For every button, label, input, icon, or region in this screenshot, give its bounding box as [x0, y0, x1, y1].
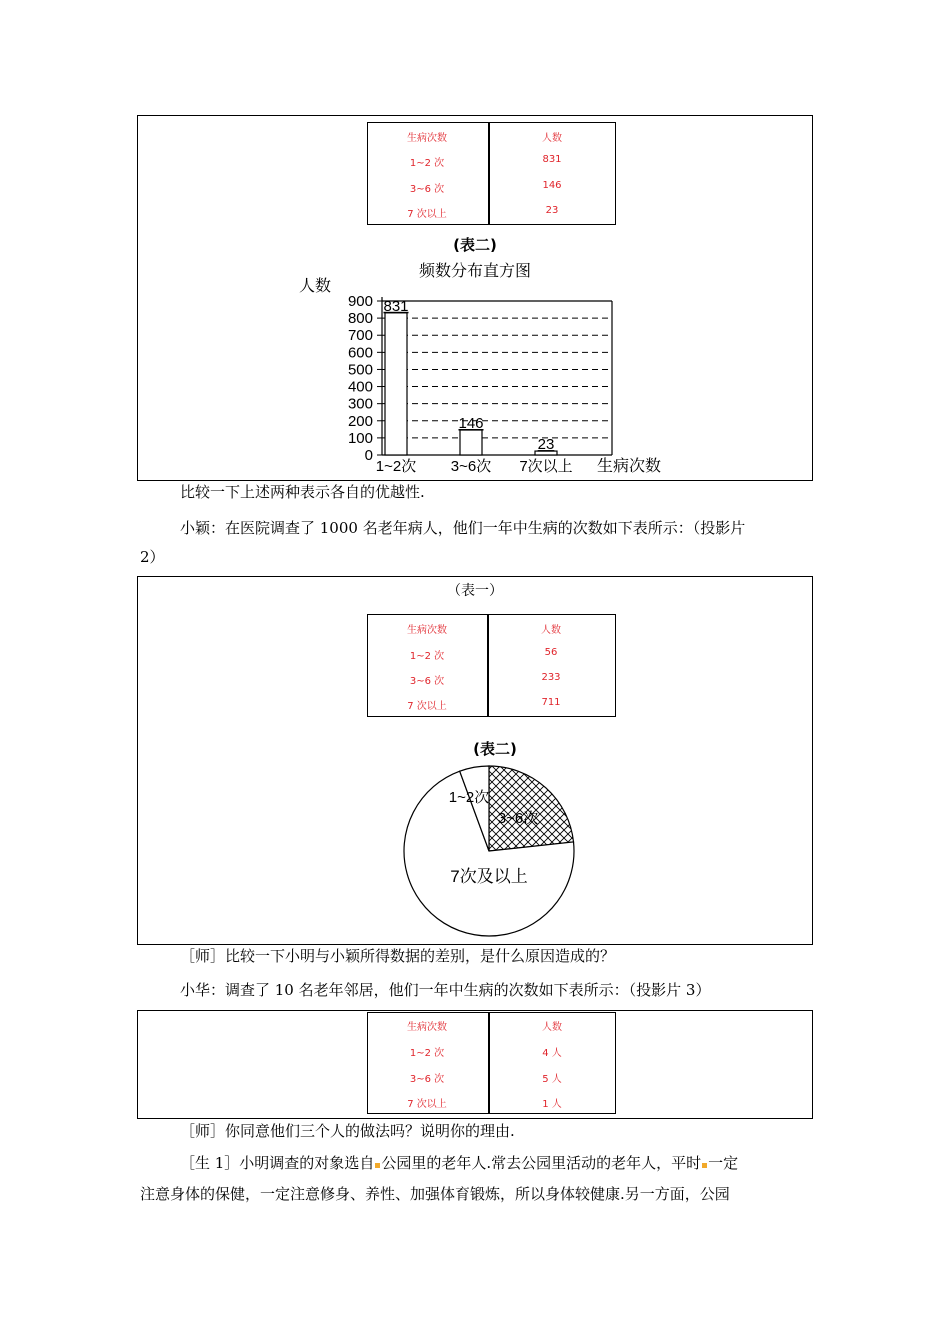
- slide2-header-people: 人数: [541, 625, 561, 636]
- y-tick-label: 700: [347, 327, 373, 345]
- slide2-row1-label: 1~2 次: [409, 651, 445, 662]
- y-tick-label: 100: [347, 429, 373, 447]
- slide2-row2-value: 233: [541, 672, 561, 683]
- pie-label: 1~2次: [448, 789, 490, 806]
- para-xiaoying: 小颖：在医院调查了 1000 名老年病人，他们一年中生病的次数如下表所示：（投影片: [180, 519, 746, 537]
- slide2-row1-value: 56: [544, 647, 558, 658]
- slide2-row2-label: 3~6 次: [409, 676, 445, 687]
- slide2-header-count: 生病次数: [407, 625, 447, 636]
- para-student-1-c: 一定: [708, 1154, 739, 1172]
- y-tick-label: 300: [347, 395, 373, 413]
- data-label: 146: [458, 415, 484, 433]
- slide1-row2-label: 3~6 次: [409, 184, 445, 195]
- para-xiaohua: 小华：调查了 10 名老年邻居，他们一年中生病的次数如下表所示：（投影片 3）: [180, 981, 711, 999]
- slide1-caption: (表二): [453, 236, 497, 254]
- bar: [385, 313, 407, 455]
- slide1-header-count: 生病次数: [407, 133, 447, 144]
- pie-chart: [400, 762, 580, 942]
- pie-label: 7次及以上: [450, 867, 528, 886]
- para-student-1-a: ［生 1］小明调查的对象选自: [180, 1154, 375, 1172]
- slide2-row3-label: 7 次以上: [407, 701, 447, 712]
- slide3-row1-value: 4 人: [542, 1048, 562, 1059]
- slide2-caption-top: （表一）: [447, 583, 503, 599]
- pie-label: 3~6次: [497, 810, 539, 827]
- y-tick-label: 600: [347, 344, 373, 362]
- slide3-row2-value: 5 人: [542, 1074, 562, 1085]
- slide3-row3-value: 1 人: [542, 1099, 562, 1110]
- y-tick-label: 900: [347, 293, 373, 310]
- y-tick-label: 500: [347, 361, 373, 379]
- slide1-header-people: 人数: [542, 133, 562, 144]
- histogram-title: 频数分布直方图: [418, 263, 532, 280]
- y-tick-label: 400: [347, 378, 373, 396]
- para-compare: 比较一下上述两种表示各自的优越性.: [180, 483, 425, 501]
- highlight-mark: [375, 1163, 380, 1168]
- y-tick-label: 200: [347, 412, 373, 430]
- para-student-1-b: 公园里的老年人.常去公园里活动的老年人，平时: [381, 1154, 702, 1172]
- slide1-row1-label: 1~2 次: [409, 158, 445, 169]
- histogram-ylabel: 人数: [298, 278, 332, 295]
- slide2-caption-pie: (表二): [473, 740, 517, 758]
- data-label: 23: [537, 436, 555, 454]
- para-student-1-line2: 注意身体的保健，一定注意修身、养性、加强体育锻炼，所以身体较健康.另一方面，公园: [140, 1185, 730, 1203]
- slide3-row3-label: 7 次以上: [407, 1099, 447, 1110]
- para-teacher-2: ［师］你同意他们三个人的做法吗？说明你的理由.: [180, 1122, 515, 1140]
- para-student-1: [180, 1149, 738, 1177]
- pie-slice: [489, 766, 574, 851]
- data-label: 831: [383, 297, 409, 315]
- slide3-row1-label: 1~2 次: [409, 1048, 445, 1059]
- slide1-row1-value: 831: [542, 154, 562, 165]
- x-tick-label: 1~2次: [375, 458, 417, 475]
- para-teacher-1: ［师］比较一下小明与小颖所得数据的差别，是什么原因造成的？: [180, 947, 616, 965]
- slide3-header-count: 生病次数: [407, 1022, 447, 1033]
- slide3-header-people: 人数: [542, 1022, 562, 1033]
- histogram-xlabel: 生病次数: [596, 458, 662, 475]
- slide3-row2-label: 3~6 次: [409, 1074, 445, 1085]
- highlight-mark: [702, 1163, 707, 1168]
- y-tick-label: 0: [364, 447, 373, 464]
- x-tick-label: 7次以上: [519, 458, 573, 475]
- histogram-chart: [137, 250, 813, 480]
- para-xiaoying-cont: 2）: [140, 548, 165, 566]
- slide1-row3-label: 7 次以上: [407, 209, 447, 220]
- y-tick-label: 800: [347, 310, 373, 328]
- x-tick-label: 3~6次: [450, 458, 492, 475]
- slide2-row3-value: 711: [541, 697, 561, 708]
- slide1-row3-value: 23: [545, 205, 559, 216]
- slide1-row2-value: 146: [542, 180, 562, 191]
- bar: [460, 430, 482, 455]
